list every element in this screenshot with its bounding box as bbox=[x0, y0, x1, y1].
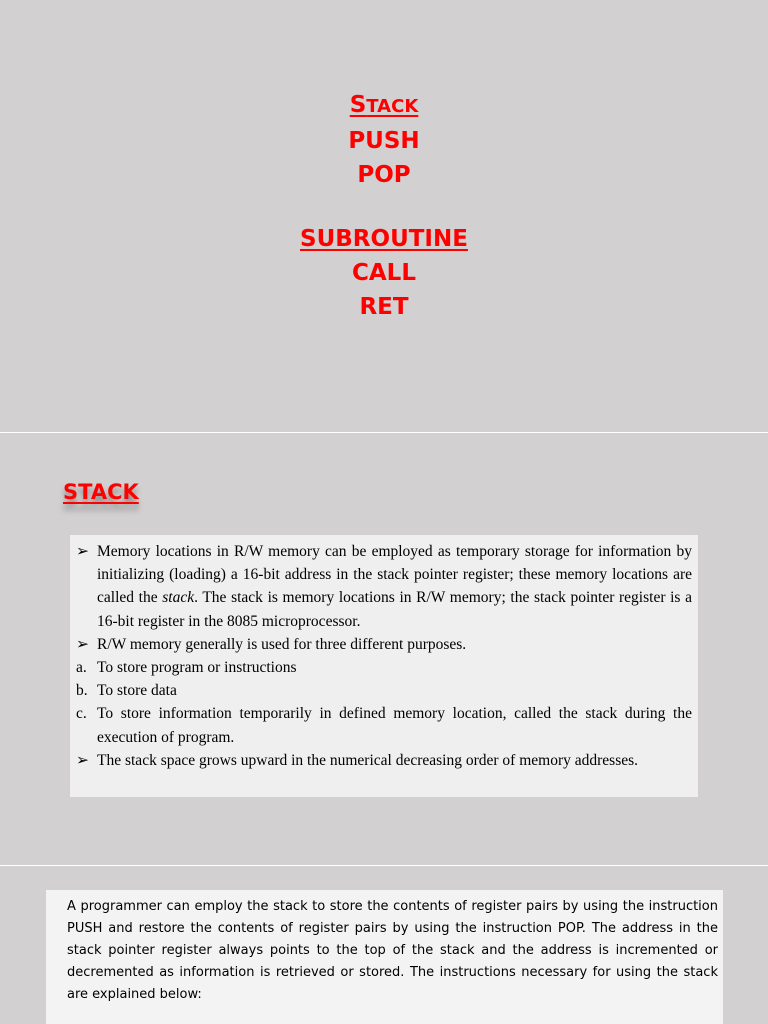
ret-title: RET bbox=[359, 294, 409, 320]
stack-title: STACK bbox=[349, 92, 419, 118]
title-block bbox=[0, 88, 768, 324]
list-item: a. To store program or instructions bbox=[76, 656, 692, 679]
stack-instructions-slide bbox=[0, 866, 768, 1024]
call-title: CALL bbox=[352, 260, 416, 286]
list-item: ➢ The stack space grows upward in the numerical decreasing order of memory addresses. bbox=[76, 749, 692, 772]
list-item: c. To store information temporarily in defined memory location, called the stack during the execution of program. bbox=[76, 702, 692, 748]
bullet-arrow-icon: ➢ bbox=[76, 751, 89, 769]
list-marker: b. bbox=[76, 682, 88, 700]
stack-content-box bbox=[70, 535, 698, 797]
stack-heading: STACK bbox=[63, 480, 139, 504]
paragraph-text: A programmer can employ the stack to store the contents of register pairs by using the instruction PUSH and restore the contents of register pairs by using the instruction POP. The address in the stack pointer register always points to the top of the stack and the address is incremented or decremented as information is retrieved or stored. The instructions necessary for using the stack are explained below: bbox=[67, 899, 718, 1002]
title-slide bbox=[0, 0, 768, 432]
list-marker: c. bbox=[76, 705, 87, 723]
stack-slide bbox=[0, 433, 768, 865]
push-title: PUSH bbox=[348, 128, 420, 154]
pop-title: POP bbox=[357, 162, 411, 188]
list-item: b. To store data bbox=[76, 679, 692, 702]
bullet-arrow-icon: ➢ bbox=[76, 635, 89, 653]
bullet-arrow-icon: ➢ bbox=[76, 543, 89, 560]
list-marker: a. bbox=[76, 659, 87, 677]
paragraph-box bbox=[46, 890, 723, 1024]
list-item: ➢ Memory locations in R/W memory can be employed as temporary storage for information by initializing (loading) a 16-bit address in the stack pointer register; these memory locations are called the stack. The stack is memory locations in R/W memory; the stack pointer register is a 16-bit register in the 8085 microprocessor. bbox=[76, 540, 692, 633]
subroutine-title: SUBROUTINE bbox=[300, 226, 468, 252]
list-item: ➢ R/W memory generally is used for three different purposes. bbox=[76, 633, 692, 656]
